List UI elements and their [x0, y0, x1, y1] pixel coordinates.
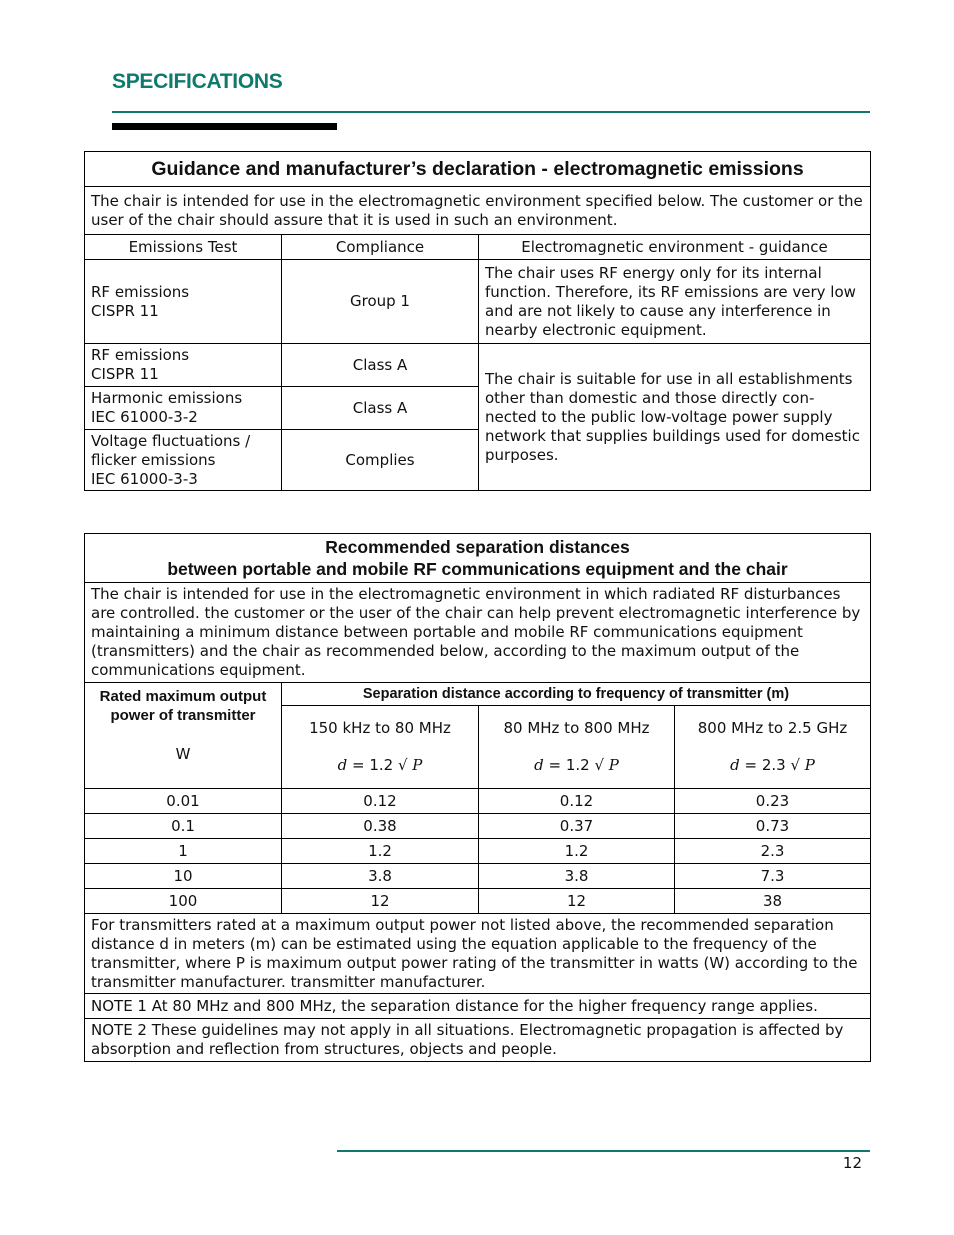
- power-cell: 1: [85, 839, 282, 864]
- emissions-test-cell: [85, 387, 282, 430]
- test-standard: IEC 61000-3-3: [91, 469, 198, 488]
- power-cell: 0.1: [85, 814, 282, 839]
- test-name: RF emissions: [91, 282, 190, 301]
- test-name-cont: flicker emissions: [91, 450, 216, 469]
- band-range: 800 MHz to 2.5 GHz: [697, 719, 848, 737]
- page-number: 12: [842, 1154, 862, 1172]
- distance-cell: 12: [479, 889, 675, 914]
- distance-cell: 2.3: [675, 839, 871, 864]
- header-rule: [112, 111, 870, 113]
- distance-cell: 0.12: [479, 789, 675, 814]
- note-2: NOTE 2 These guidelines may not apply in all situations. Electromagnetic propagation is affected by absorption and reflection from structures, objects and people.: [85, 1019, 871, 1062]
- separation-table: [84, 533, 871, 1062]
- test-name: Voltage fluctuations /: [91, 431, 251, 450]
- distance-cell: 1.2: [282, 839, 479, 864]
- rated-power-unit: W: [175, 745, 191, 763]
- separation-heading-row: [85, 534, 871, 583]
- note-row: [85, 914, 871, 994]
- note-row: [85, 1019, 871, 1062]
- header-bar: [112, 123, 337, 130]
- separation-intro: The chair is intended for use in the electromagnetic environment in which radiated RF disturbances are controlled. the customer or the user of the chair can help prevent electromagnetic interference by maintaining a minimum distance between portable and mobile RF communications equipment (transmitters) and the chair as recommended below, according to the maximum output of the communications equipment.: [85, 583, 871, 683]
- table-row: [85, 344, 871, 387]
- emissions-intro: The chair is intended for use in the electromagnetic environment specified below. The customer or the user of the chair should assure that it is used in such an environment.: [85, 187, 871, 235]
- emissions-column-header-row: [85, 235, 871, 260]
- column-header-emissions-test: Emissions Test: [85, 235, 282, 260]
- distance-cell: 3.8: [282, 864, 479, 889]
- guidance-cell: The chair uses RF energy only for its internal function. Therefore, its RF emissions are very low and are not likely to cause any interference in nearby electronic equipment.: [479, 260, 871, 344]
- compliance-cell: Class A: [282, 344, 479, 387]
- emissions-test-cell: [85, 344, 282, 387]
- test-standard: CISPR 11: [91, 365, 159, 383]
- band-formula: d = 1.2 √ P: [337, 756, 423, 774]
- separation-intro-row: [85, 583, 871, 683]
- table-row: [85, 839, 871, 864]
- distance-cell: 0.12: [282, 789, 479, 814]
- compliance-cell: Group 1: [282, 260, 479, 344]
- distance-cell: 0.23: [675, 789, 871, 814]
- frequency-band-2: [479, 706, 675, 789]
- separation-heading-line1: Recommended separation distances: [325, 537, 630, 557]
- separation-heading: [85, 534, 871, 583]
- band-formula: d = 1.2 √ P: [534, 756, 619, 774]
- compliance-cell: Complies: [282, 430, 479, 491]
- band-formula: d = 2.3 √ P: [730, 756, 815, 774]
- test-name: RF emissions: [91, 346, 190, 364]
- compliance-cell: Class A: [282, 387, 479, 430]
- page-title: SPECIFICATIONS: [112, 70, 283, 93]
- distance-cell: 12: [282, 889, 479, 914]
- power-cell: 100: [85, 889, 282, 914]
- distance-cell: 0.38: [282, 814, 479, 839]
- column-header-compliance: Compliance: [282, 235, 479, 260]
- table-row: [85, 789, 871, 814]
- footer-rule: [337, 1150, 870, 1152]
- band-range: 80 MHz to 800 MHz: [503, 719, 650, 737]
- power-cell: 0.01: [85, 789, 282, 814]
- general-note: For transmitters rated at a maximum output power not listed above, the recommended separation distance d in meters (m) can be estimated using the equation applicable to the frequency of the transmitter, where P is maximum output power rating of the transmitter in watts (W) according to the transmitter manufacturer. transmitter manufacturer.: [85, 914, 871, 994]
- frequency-band-3: [675, 706, 871, 789]
- distance-cell: 38: [675, 889, 871, 914]
- rated-power-header: [85, 683, 282, 789]
- column-header-guidance: Electromagnetic environment - guidance: [479, 235, 871, 260]
- emissions-intro-row: [85, 187, 871, 235]
- distance-cell: 7.3: [675, 864, 871, 889]
- emissions-heading: Guidance and manufacturer’s declaration - electromagnetic emissions: [85, 152, 871, 187]
- table-row: [85, 889, 871, 914]
- distance-cell: 3.8: [479, 864, 675, 889]
- power-cell: 10: [85, 864, 282, 889]
- test-name: Harmonic emissions: [91, 389, 243, 407]
- emissions-table: [84, 151, 871, 491]
- band-range: 150 kHz to 80 MHz: [309, 719, 451, 737]
- test-standard: CISPR 11: [91, 301, 159, 320]
- emissions-heading-row: [85, 152, 871, 187]
- guidance-cell: The chair is suitable for use in all establishments other than domestic and those directly con-nected to the public low-voltage power supply network that supplies buildings used for domestic purposes.: [479, 344, 871, 491]
- separation-heading-line2: between portable and mobile RF communications equipment and the chair: [167, 559, 788, 579]
- rated-power-label: Rated maximum output power of transmitter: [99, 688, 267, 724]
- table-row: [85, 814, 871, 839]
- distance-cell: 0.37: [479, 814, 675, 839]
- separation-header-row: [85, 683, 871, 706]
- emissions-test-cell: [85, 260, 282, 344]
- table-row: [85, 260, 871, 344]
- test-standard: IEC 61000-3-2: [91, 408, 198, 426]
- frequency-band-1: [282, 706, 479, 789]
- note-1: NOTE 1 At 80 MHz and 800 MHz, the separation distance for the higher frequency range applies.: [85, 994, 871, 1019]
- distance-cell: 1.2: [479, 839, 675, 864]
- emissions-test-cell: [85, 430, 282, 491]
- distance-cell: 0.73: [675, 814, 871, 839]
- table-row: [85, 864, 871, 889]
- separation-distance-header: Separation distance according to frequency of transmitter (m): [282, 683, 871, 706]
- note-row: [85, 994, 871, 1019]
